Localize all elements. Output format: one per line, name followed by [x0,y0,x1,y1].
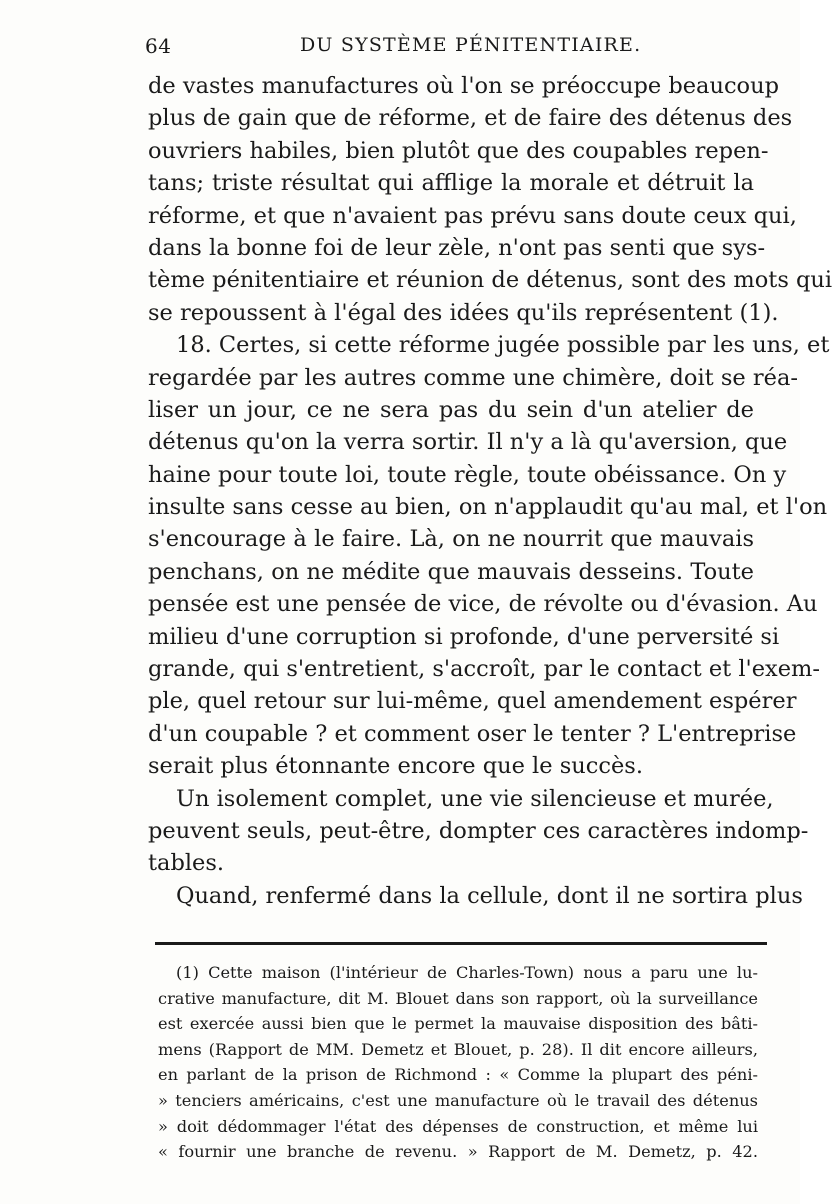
paragraph-18-start: 18. Certes, si cette réforme jugée possible par les uns, et [176,332,830,359]
body-text [148,70,832,912]
footnote-line: (1) Cette maison (l'intérieur de Charles-Town) nous a paru une lu- [176,963,758,982]
footnote-line: crative manufacture, dit M. Blouet dans son rapport, où la surveillance [158,988,758,1008]
text-line: réforme, et que n'avaient pas prévu sans doute ceux qui, [148,202,797,229]
text-line: s'encourage à le faire. Là, on ne nourrit que mauvais [148,526,754,553]
text-line: peuvent seuls, peut-être, dompter ces caractères indomp- [148,817,809,844]
text-line: se repoussent à l'égal des idées qu'ils représentent (1). [148,299,779,326]
page-number: 64 [145,34,172,58]
text-line: ple, quel retour sur lui-même, quel amendement espérer [148,688,797,715]
running-title: DU SYSTÈME PÉNITENTIAIRE. [300,34,642,56]
text-line: milieu d'une corruption si profonde, d'une perversité si [148,623,780,650]
text-line: ouvriers habiles, bien plutôt que des coupables repen- [148,137,769,164]
footnote-line: « fournir une branche de revenu. » Rapport de M. Demetz, p. 42. [158,1142,758,1162]
text-line: liser un jour, ce ne sera pas du sein d'un atelier de [148,396,754,423]
text-line: d'un coupable ? et comment oser le tenter ? L'entreprise [148,720,797,747]
text-line: dans la bonne foi de leur zèle, n'ont pas senti que sys- [148,234,766,261]
footnote-line: » doit dédommager l'état des dépenses de construction, et même lui [158,1116,758,1136]
text-line: pensée est une pensée de vice, de révolte ou d'évasion. Au [148,591,818,618]
footnote-line: » tenciers américains, c'est une manufacture où le travail des détenus [158,1090,758,1110]
text-line: regardée par les autres comme une chimère, doit se réa- [148,364,798,391]
paragraph-start: Quand, renfermé dans la cellule, dont il ne sortira plus [176,882,803,909]
footnote-line: mens (Rapport de MM. Demetz et Blouet, p. 28). Il dit encore ailleurs, [158,1039,758,1059]
text-line: serait plus étonnante encore que le succès. [148,753,643,780]
footnote-divider [155,942,767,945]
text-line: insulte sans cesse au bien, on n'applaudit qu'au mal, et l'on [148,494,828,521]
text-line: grande, qui s'entretient, s'accroît, par le contact et l'exem- [148,656,820,683]
paragraph-start: Un isolement complet, une vie silencieuse et murée, [176,785,774,812]
page-header [145,34,755,64]
footnote-line: est exercée aussi bien que le permet la mauvaise disposition des bâti- [158,1014,758,1034]
text-line: de vastes manufactures où l'on se préoccupe beaucoup [148,73,779,99]
text-line: tème pénitentiaire et réunion de détenus, sont des mots qui [148,267,832,294]
text-line: haine pour toute loi, toute règle, toute obéissance. On y [148,461,787,488]
text-line: détenus qu'on la verra sortir. Il n'y a là qu'aversion, que [148,429,788,456]
text-line: penchans, on ne médite que mauvais desseins. Toute [148,558,754,585]
text-line: tans; triste résultat qui afflige la morale et détruit la [148,170,754,197]
text-line: plus de gain que de réforme, et de faire des détenus des [148,105,793,132]
text-line: tables. [148,850,225,877]
footnote-line: en parlant de la prison de Richmond : « Comme la plupart des péni- [158,1065,758,1085]
footnote [158,960,758,1165]
